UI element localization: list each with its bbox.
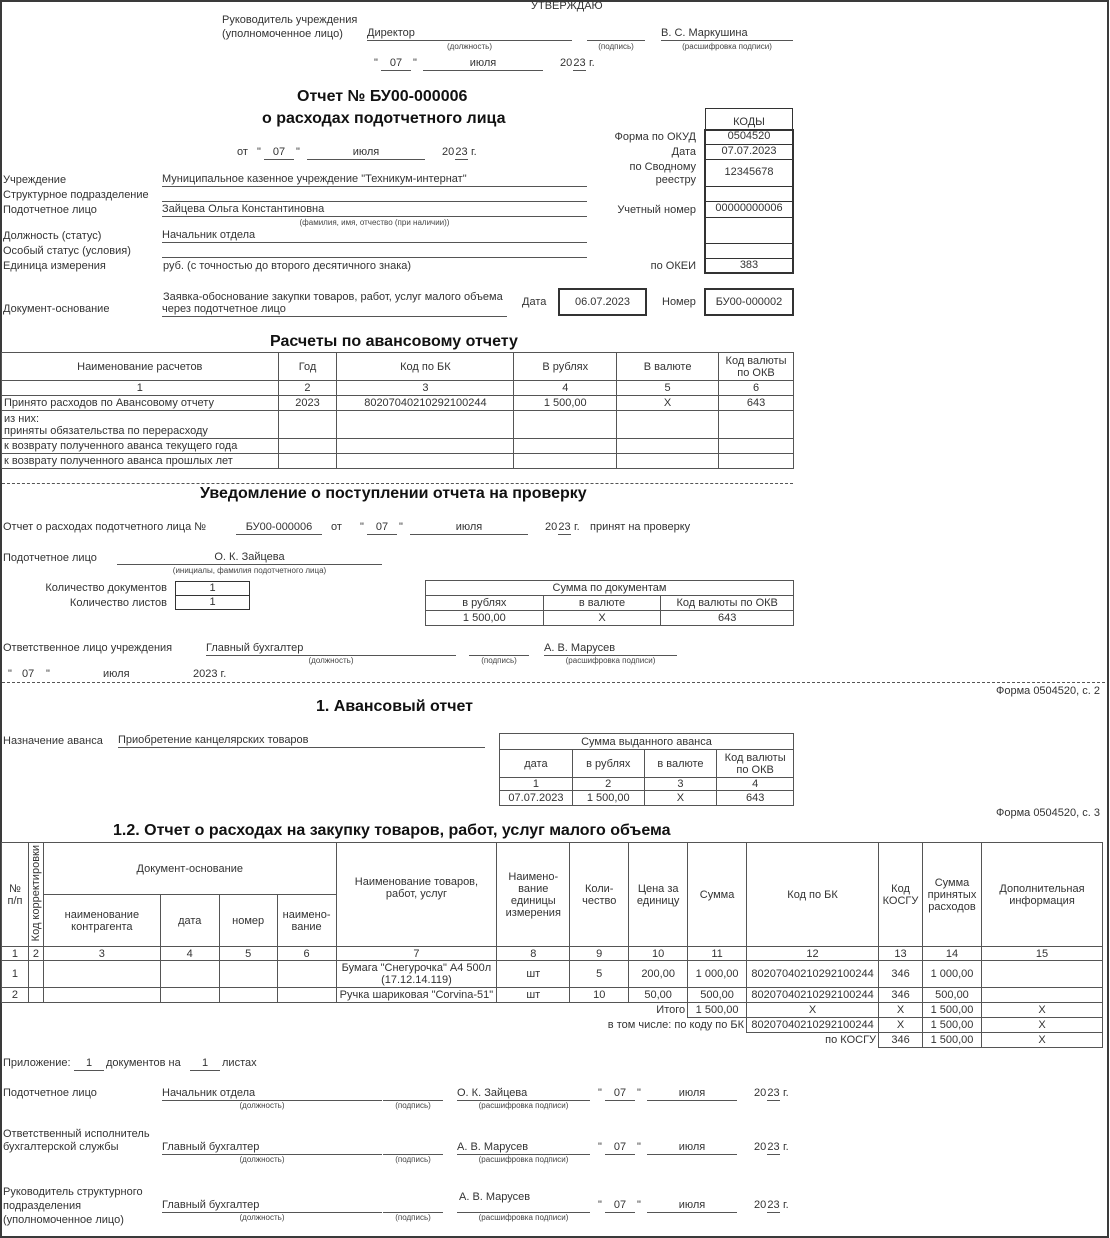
signature-position: Главный бухгалтер [162, 1141, 382, 1155]
special-value [162, 244, 587, 258]
signature-year: 23 [767, 1199, 780, 1211]
notice-date-day: 07 [22, 668, 35, 680]
person-caption: (фамилия, имя, отчество (при наличии)) [299, 218, 450, 227]
report-title-line2: о расходах подотчетного лица [262, 110, 506, 127]
col-number: 6 [719, 381, 794, 396]
codes-empty-2 [706, 218, 792, 244]
approval-head-label-2: (уполномоченное лицо) [222, 28, 343, 40]
notice-date-month: июля [103, 668, 130, 680]
signature-position: Начальник отдела [162, 1087, 382, 1101]
approval-head-label-1: Руководитель учреждения [222, 14, 358, 26]
notice-person: О. К. Зайцева [117, 551, 382, 565]
institution-label: Учреждение [3, 174, 67, 186]
signature-year: 23 [767, 1141, 780, 1153]
approval-position-caption: (должность) [447, 42, 492, 51]
special-label: Особый статус (условия) [3, 245, 131, 257]
institution-value: Муниципальное казенное учреждение "Техникум-интернат" [162, 173, 587, 187]
signature-day: 07 [605, 1141, 635, 1155]
signature-day: 07 [605, 1199, 635, 1213]
table-row: 07.07.2023 1 500,00 Х 643 [500, 791, 794, 806]
col-number: 5 [617, 381, 719, 396]
approval-day: 07 [381, 57, 411, 71]
total-row: Итого 1 500,00 Х Х 1 500,00 Х [2, 1003, 1103, 1018]
okud-label: Форма по ОКУД [614, 131, 696, 143]
table-row: 1 Бумага "Снегурочка" А4 500л (17.12.14.119) шт 5 200,00 1 000,00 80207040210292100244 346 1 000,00 [2, 961, 1103, 988]
table-row: Принято расходов по Авансовому отчету 2023 80207040210292100244 1 500,00 Х 643 [2, 396, 794, 411]
report-day: 07 [264, 146, 294, 160]
unit-value: руб. (с точностью до второго десятичного знака) [163, 260, 412, 272]
by-kosgu-row: по КОСГУ 346 1 500,00 Х [2, 1033, 1103, 1048]
basis-date: 06.07.2023 [558, 288, 647, 316]
advance-table: Сумма выданного аванса дата в рублях в валюте Код валюты по ОКВ 1 2 3 4 07.07.2023 1 500,00 Х 643 [499, 733, 794, 806]
signature-day: 07 [605, 1087, 635, 1101]
settlements-header: Код по БК [337, 353, 514, 381]
account-value: 00000000006 [706, 202, 792, 218]
report-year: 23 [455, 146, 468, 158]
docs-sum-table: Сумма по документам в рублях в валюте Код валюты по ОКВ 1 500,00 Х 643 [425, 580, 794, 626]
notice-year: 23 [558, 521, 571, 533]
signature-year: 23 [767, 1087, 780, 1099]
settlements-header: Год [278, 353, 337, 381]
approval-year: 23 [573, 57, 586, 69]
signature-label: Руководитель структурного [3, 1186, 143, 1198]
approval-position: Директор [367, 27, 572, 41]
basis-number: БУ00-000002 [704, 288, 794, 316]
form-page-3: Форма 0504520, с. 3 [995, 807, 1100, 819]
notice-month: июля [410, 521, 528, 535]
notice-date-year: 2023 г. [193, 668, 227, 680]
expenses-title: 1.2. Отчет о расходах на закупку товаров, работ, услуг малого объема [113, 822, 671, 839]
basis-label: Документ-основание [3, 303, 110, 315]
signature-month: июля [647, 1199, 737, 1213]
purpose-value: Приобретение канцелярских товаров [118, 734, 485, 748]
approval-signature-caption: (подпись) [598, 42, 634, 51]
signature-label: Подотчетное лицо [3, 1087, 97, 1099]
codes-empty-1 [706, 187, 792, 202]
notice-report-label: Отчет о расходах подотчетного лица № [3, 521, 207, 533]
signature-name: О. К. Зайцева [457, 1087, 590, 1101]
basis-number-label: Номер [662, 296, 696, 308]
notice-accepted: принят на проверку [590, 521, 691, 533]
table-row: 2 Ручка шариковая "Corvina-51" шт 10 50,00 500,00 80207040210292100244 346 500,00 [2, 988, 1103, 1003]
settlements-header: В рублях [514, 353, 617, 381]
purpose-label: Назначение аванса [3, 735, 103, 747]
signature-position: Главный бухгалтер [162, 1199, 382, 1213]
docs-count-label: Количество документов [45, 582, 167, 594]
settlements-table [1, 352, 794, 469]
settlements-title: Расчеты по авансовому отчету [270, 333, 518, 350]
report-title-line1: Отчет № БУ00-000006 [297, 88, 468, 105]
registry-label-2: реестру [655, 174, 696, 186]
table-row: к возврату полученного аванса текущего года [2, 439, 794, 454]
signature-sign-line [383, 1199, 443, 1213]
position-value: Начальник отдела [162, 229, 587, 243]
okud-value: 0504520 [706, 130, 792, 145]
settlements-header: В валюте [617, 353, 719, 381]
notice-person-label: Подотчетное лицо [3, 552, 97, 564]
codes-empty-3 [706, 244, 792, 259]
signature-name: А. В. Марусев [459, 1191, 531, 1203]
basis-line2: через подотчетное лицо [162, 303, 507, 317]
notice-person-caption: (инициалы, фамилия подотчетного лица) [172, 566, 327, 575]
settlements-header: Наименование расчетов [2, 353, 279, 381]
okei-value: 383 [739, 259, 759, 271]
table-row: 1 500,00 Х 643 [426, 611, 794, 626]
table-row: к возврату полученного аванса прошлых лет [2, 454, 794, 469]
col-number: 3 [337, 381, 514, 396]
approval-title: УТВЕРЖДАЮ [531, 0, 603, 12]
sheets-count-label: Количество листов [69, 597, 167, 609]
basis-date-label: Дата [522, 296, 547, 308]
advance-title: 1. Авансовый отчет [316, 698, 474, 715]
date-label: Дата [671, 146, 696, 158]
col-number: 4 [514, 381, 617, 396]
registry-value: 12345678 [706, 160, 792, 187]
codes-header: КОДЫ [705, 108, 793, 130]
sheets-count: 1 [175, 595, 250, 610]
unit-label: Единица измерения [3, 260, 106, 272]
registry-label-1: по Сводному [629, 161, 696, 173]
person-label: Подотчетное лицо [3, 204, 97, 216]
date-value: 07.07.2023 [706, 145, 792, 160]
cut-line [2, 483, 793, 484]
col-number: 2 [278, 381, 337, 396]
report-month: июля [307, 146, 425, 160]
form-page-2: Форма 0504520, с. 2 [995, 685, 1100, 697]
settlements-header: Код валюты по ОКВ [719, 353, 794, 381]
approval-month: июля [423, 57, 543, 71]
person-value: Зайцева Ольга Константиновна [162, 203, 587, 217]
notice-report-number: БУ00-000006 [236, 521, 322, 535]
col-number: 1 [2, 381, 279, 396]
signature-sign-line [383, 1087, 443, 1101]
signature-sign-line [383, 1141, 443, 1155]
attachment-sheets: 1 [190, 1057, 220, 1071]
approval-name: В. С. Маркушина [661, 27, 793, 41]
signature-label: Ответственный исполнитель [3, 1128, 150, 1140]
position-label: Должность (статус) [3, 230, 102, 242]
attachment-label: Приложение: [3, 1057, 71, 1069]
basis-line1: Заявка-обоснование закупки товаров, работ, услуг малого объема [163, 291, 503, 303]
by-kbk-row: в том числе: по коду по БК 80207040210292100244 Х 1 500,00 Х [2, 1018, 1103, 1033]
responsible-signature [469, 642, 529, 656]
table-row: из них: приняты обязательства по перерасходу [2, 411, 794, 439]
cut-line [2, 682, 1105, 683]
notice-title: Уведомление о поступлении отчета на проверку [200, 485, 587, 502]
signature-month: июля [647, 1087, 737, 1101]
expenses-table: № п/п Код корректировки Документ-основание Наименование товаров, работ, услуг Наимено-вание единицы измерения Коли-чество Цена за единицу Сумма Код по БК Код КОСГУ Сумма принятых расходов Дополнительная информация наименование контрагента дата номер наимено-вание 1 2 3 4 5 6 7 8 9 10 11 12 13 14 15 1 Бумага "Снегурочка" А4 500л (17.12.14.119) шт 5 200,00 1 000,00 80207040210292100244 346 1 000,00 2 Ручка шариковая "Corvina-51" шт 10 50,00 500,00 80207040210292100244 346 500,00 Итого 1 500,00 Х Х 1 500,00 Х в том числе: по коду по БК 80207040210292100244 Х 1 500,00 Х по КОСГУ 346 1 500,00 Х [1, 842, 1103, 1048]
approval-name-caption: (расшифровка подписи) [682, 42, 772, 51]
responsible-label: Ответственное лицо учреждения [3, 642, 173, 654]
attachment-docs: 1 [74, 1057, 104, 1071]
division-value [162, 188, 587, 202]
approval-signature [587, 27, 645, 41]
signature-month: июля [647, 1141, 737, 1155]
docs-count: 1 [175, 581, 250, 596]
responsible-position: Главный бухгалтер [206, 642, 456, 656]
division-label: Структурное подразделение [3, 189, 149, 201]
signature-name: А. В. Марусев [457, 1141, 590, 1155]
okei-label: по ОКЕИ [650, 260, 696, 272]
account-label: Учетный номер [617, 204, 696, 216]
responsible-name: А. В. Марусев [544, 642, 677, 656]
notice-day: 07 [367, 521, 397, 535]
